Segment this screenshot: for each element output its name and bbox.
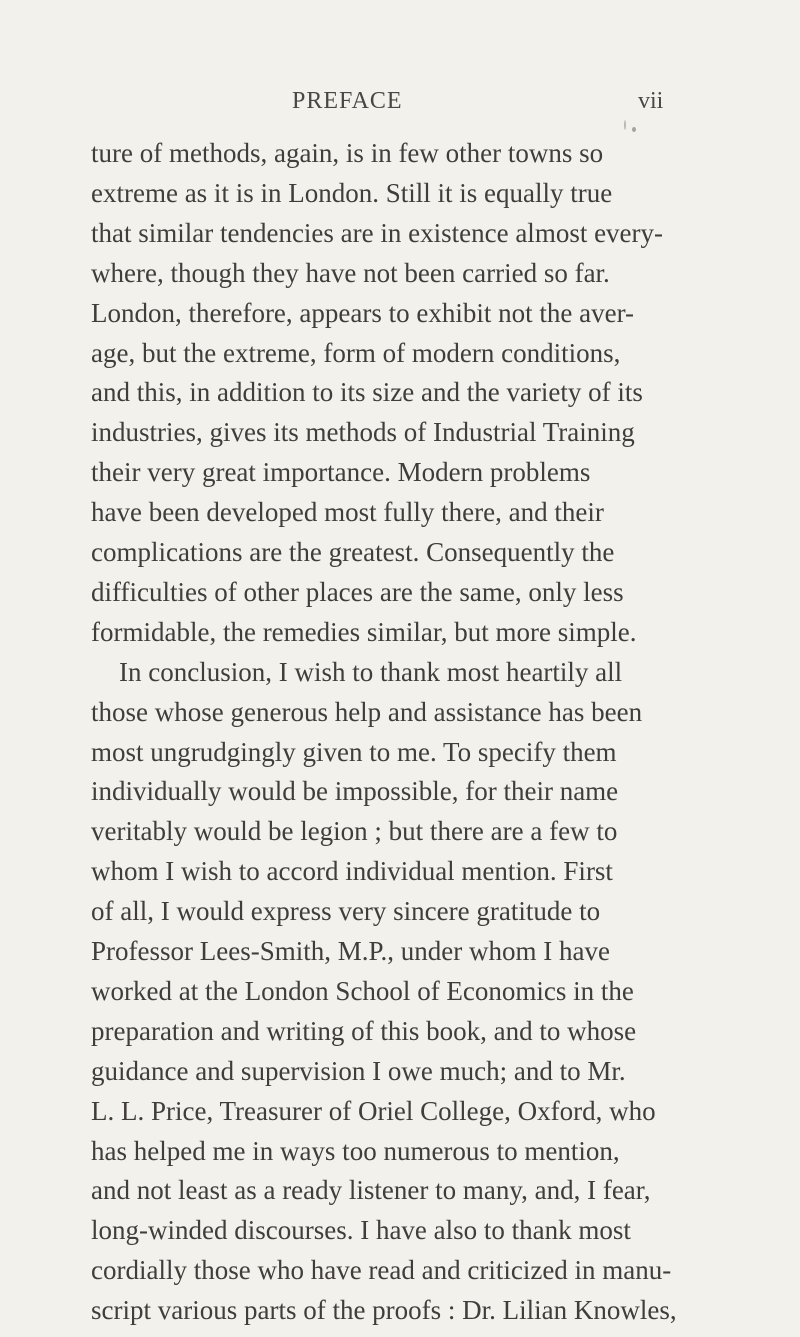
text-line: Professor Lees-Smith, M.P., under whom I have — [91, 936, 610, 966]
text-line: script various parts of the proofs : Dr. Lilian Knowles, — [91, 1295, 677, 1326]
text-line: cordially those who have read and criticized in manu- — [91, 1255, 672, 1286]
text-line: formidable, the remedies similar, but more simple. — [91, 616, 637, 647]
text-line: and this, in addition to its size and the variety of its — [91, 377, 643, 408]
text-line: whom I wish to accord individual mention. First — [91, 856, 613, 887]
text-line: veritably would be legion ; but there are a few to — [91, 816, 618, 847]
text-line: has helped me in ways too numerous to mention, — [91, 1135, 620, 1166]
running-head-title: PREFACE — [292, 88, 403, 114]
text-line: have been developed most fully there, and their — [91, 497, 604, 528]
text-line: their very great importance. Modern problems — [91, 457, 591, 488]
text-line: long-winded discourses. I have also to thank most — [91, 1215, 631, 1246]
text-line: that similar tendencies are in existence almost every- — [91, 217, 664, 248]
text-line: industries, gives its methods of Industrial Training — [91, 417, 635, 448]
text-line: most ungrudgingly given to me. To specify them — [91, 736, 617, 767]
text-line: age, but the extreme, form of modern conditions, — [91, 337, 621, 368]
text-line: ture of methods, again, is in few other towns so — [91, 138, 604, 168]
text-line: those whose generous help and assistance has been — [91, 696, 643, 727]
text-line: extreme as it is in London. Still it is equally true — [91, 177, 613, 208]
page-number: vii — [638, 88, 664, 114]
paragraph-first-line: In conclusion, I wish to thank most heartily all — [119, 656, 623, 687]
text-line: of all, I would express very sincere gratitude to — [91, 896, 601, 927]
text-line: where, though they have not been carried so far. — [91, 257, 610, 288]
text-line: individually would be impossible, for their name — [91, 776, 619, 807]
text-line: difficulties of other places are the same, only less — [91, 576, 624, 607]
text-line: guidance and supervision I owe much; and to Mr. — [91, 1055, 626, 1086]
text-line: worked at the London School of Economics in the — [91, 975, 634, 1006]
text-line: London, therefore, appears to exhibit not the aver- — [91, 297, 635, 328]
text-line: preparation and writing of this book, and to whose — [91, 1015, 637, 1046]
text-line: L. L. Price, Treasurer of Oriel College, Oxford, who — [91, 1095, 656, 1126]
text-line: complications are the greatest. Consequently the — [91, 537, 615, 567]
text-line: and not least as a ready listener to many, and, I fear, — [91, 1175, 651, 1206]
